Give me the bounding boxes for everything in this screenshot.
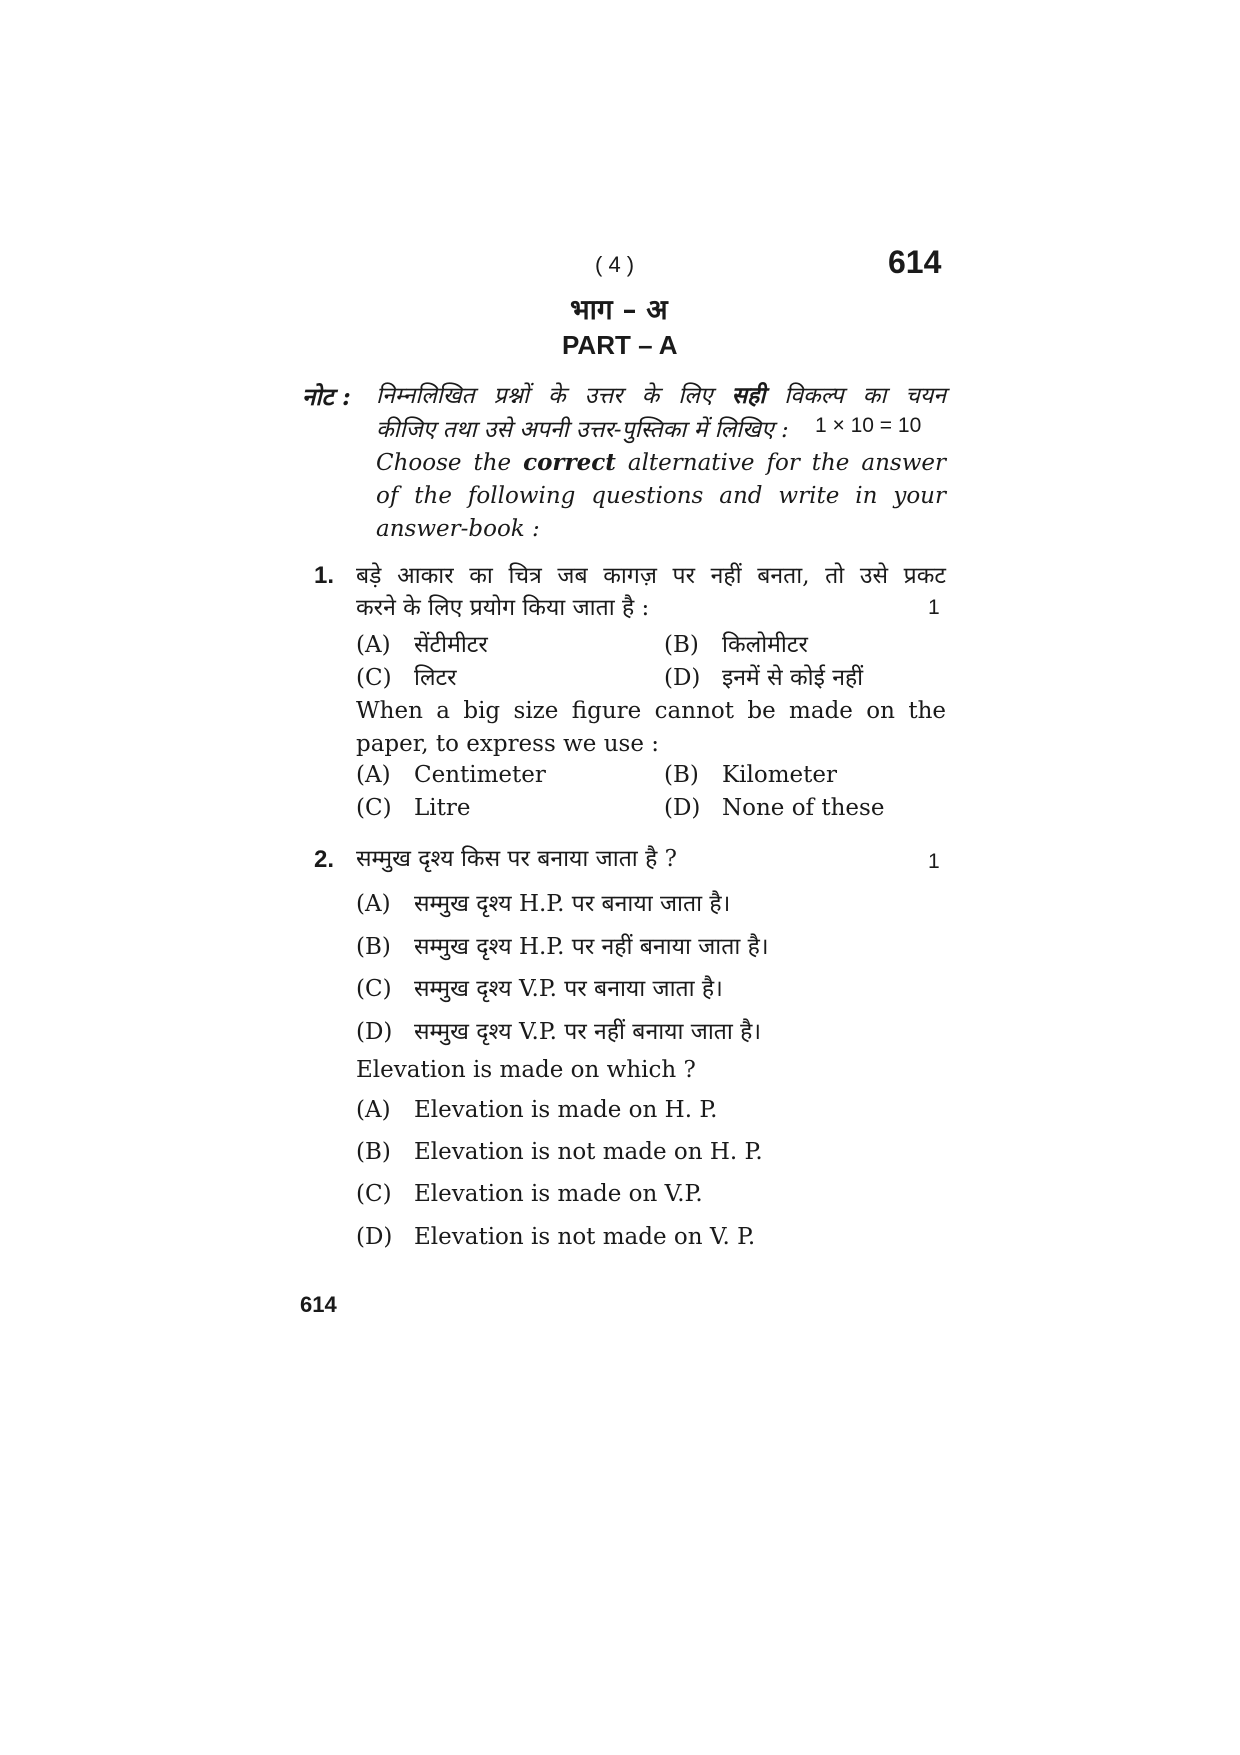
note-hindi-line1-pre: निम्नलिखित प्रश्नों के उत्तर के लिए [376,383,732,409]
option-text: None of these [722,795,885,821]
option-label: (C) [356,795,392,821]
note-hindi-line2: कीजिए तथा उसे अपनी उत्तर-पुस्तिका में लिखिए : [376,417,789,443]
note-hindi-bold: सही [731,382,766,409]
note-label: नोट : [302,382,351,411]
paper-code-top: 614 [888,244,942,280]
note-english-bold: correct [523,449,616,476]
q1-hindi-option-a [356,627,488,659]
option-text: Centimeter [414,762,546,788]
option-text: Elevation is made on V.P. [414,1181,703,1207]
marks-scheme: 1 × 10 = 10 [815,414,922,437]
option-label: (D) [664,795,701,821]
question-1-hindi-line2: करने के लिए प्रयोग किया जाता है : [356,595,650,621]
option-text: Litre [414,795,471,821]
question-1-marks: 1 [928,596,940,619]
part-title-hindi: भाग – अ [570,293,668,326]
option-label: (A) [356,632,391,658]
note-english-pre: Choose the [376,450,524,476]
note-english-post: alternative for the answer of the following questions and write in your answer-book : [376,450,946,542]
q1-english-option-d [664,795,884,821]
option-label: (D) [664,665,701,691]
question-2-marks: 1 [928,850,940,873]
option-label: (D) [356,1019,393,1045]
q1-english-option-a [356,762,546,788]
question-2-english: Elevation is made on which ? [356,1057,696,1083]
question-1-english: When a big size figure cannot be made on the paper, to express we use : [356,698,946,757]
note-hindi-line1-post: विकल्प का चयन [765,383,946,409]
q2-english-option-c [356,1181,703,1207]
note-hindi-line1 [376,380,946,412]
option-text: सेंटीमीटर [414,632,488,658]
question-2-hindi: सम्मुख दृश्य किस पर बनाया जाता है ? [356,846,677,872]
page-number: ( 4 ) [595,252,635,277]
q2-english-option-b [356,1139,763,1165]
option-text: Elevation is not made on H. P. [414,1139,763,1165]
option-text: Elevation is not made on V. P. [414,1224,756,1250]
option-label: (C) [356,665,392,691]
option-text: किलोमीटर [722,632,808,658]
option-text: Kilometer [722,762,838,788]
option-text: इनमें से कोई नहीं [722,665,864,691]
option-label: (B) [664,762,699,788]
question-1-hindi-line1: बड़े आकार का चित्र जब कागज़ पर नहीं बनता, तो उसे प्रकट [356,563,946,589]
option-text: Elevation is made on H. P. [414,1097,718,1123]
q2-english-option-d [356,1224,755,1250]
option-label: (B) [356,934,391,960]
paper-code-bottom: 614 [300,1292,337,1317]
q2-hindi-option-a [356,886,730,918]
option-text: सम्मुख दृश्य H.P. पर बनाया जाता है। [414,891,731,917]
option-text: लिटर [414,665,457,691]
q1-hindi-option-b [664,627,808,659]
q2-hindi-option-b [356,929,769,961]
option-label: (C) [356,1181,392,1207]
option-label: (C) [356,976,392,1002]
option-label: (B) [664,632,699,658]
option-label: (A) [356,1097,391,1123]
option-label: (A) [356,891,391,917]
part-title-english: PART – A [562,330,678,360]
q2-hindi-option-d [356,1014,761,1046]
question-2-number: 2. [314,846,335,873]
option-label: (A) [356,762,391,788]
option-text: सम्मुख दृश्य H.P. पर नहीं बनाया जाता है। [414,934,769,960]
q1-english-option-b [664,762,837,788]
option-label: (B) [356,1139,391,1165]
note-english [376,446,946,546]
q1-english-option-c [356,795,470,821]
option-text: सम्मुख दृश्य V.P. पर नहीं बनाया जाता है। [414,1019,762,1045]
option-label: (D) [356,1224,393,1250]
option-text: सम्मुख दृश्य V.P. पर बनाया जाता है। [414,976,723,1002]
q1-hindi-option-c [356,660,457,692]
q2-hindi-option-c [356,971,723,1003]
q1-hindi-option-d [664,660,863,692]
question-1-number: 1. [314,562,335,589]
q2-english-option-a [356,1097,717,1123]
